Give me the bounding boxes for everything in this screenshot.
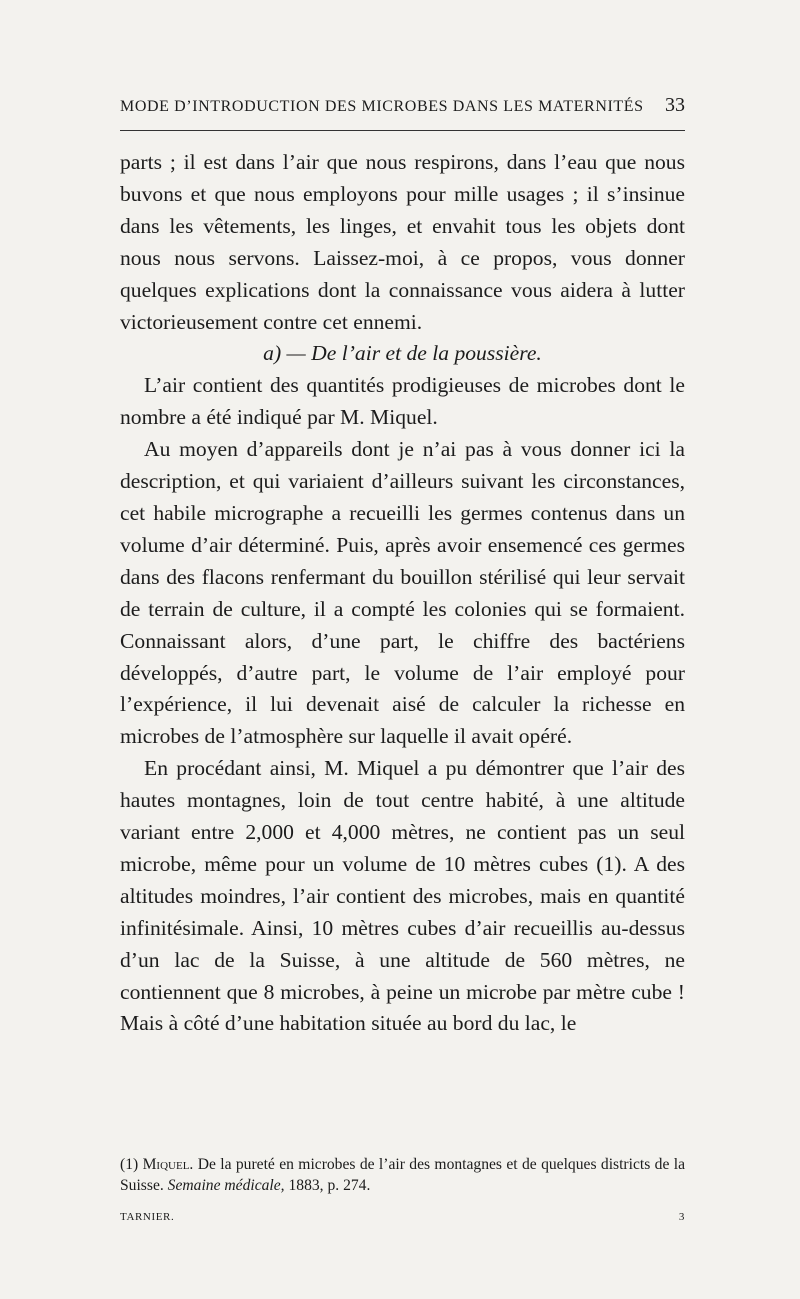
footnote-text: De la pureté en microbes de l’air des montagnes et de quelques districts de la Suisse. bbox=[120, 1156, 685, 1194]
paragraph-3: Au moyen d’appareils dont je n’ai pas à vous donner ici la description, et qui variaient d’ailleurs suivant les circonstances, cet habile micrographe a recueilli les germes contenus dans un volume d’air déterminé. Puis, après avoir ensemencé ces germes dans des flacons renfermant du bouillon stérilisé qui leur servait de terrain de culture, il a compté les colonies qui se formaient. Connaissant alors, d’une part, le chiffre des bactériens développés, d’autre part, le volume de l’air employé pour l’expérience, il lui devenait aisé de calculer la richesse en microbes de l’atmosphère sur laquelle il avait opéré. bbox=[120, 437, 685, 749]
section-heading: a) — De l’air et de la poussière. bbox=[263, 341, 542, 366]
footnote-marker: (1) bbox=[120, 1156, 143, 1173]
signature-line bbox=[120, 1211, 685, 1223]
footnote-citation: 1883, p. 274. bbox=[284, 1177, 371, 1194]
running-head bbox=[120, 94, 685, 117]
footnote bbox=[120, 1154, 685, 1196]
page-number: 33 bbox=[665, 94, 685, 116]
footnote-journal: Semaine médicale, bbox=[167, 1177, 285, 1194]
header-rule bbox=[120, 130, 685, 131]
paragraph-1: parts ; il est dans l’air que nous respirons, dans l’eau que nous buvons et que nous employons pour mille usages ; il s’insinue dans les vêtements, les linges, et envahit tous les objets dont nous nous servons. Laissez-moi, à ce propos, vous donner quelques explications dont la connaissance vous aidera à lutter victorieusement contre cet ennemi. bbox=[120, 150, 685, 334]
paragraph-4: En procédant ainsi, M. Miquel a pu démontrer que l’air des hautes montagnes, loin de tout centre habité, à une altitude variant entre 2,000 et 4,000 mètres, ne contient pas un seul microbe, même pour un volume de 10 mètres cubes (1). A des altitudes moindres, l’air contient des microbes, mais en quantité infinitésimale. Ainsi, 10 mètres cubes d’air recueillis au-dessus d’un lac de la Suisse, à une altitude de 560 mètres, ne contiennent que 8 microbes, à peine un microbe par mètre cube ! Mais à côté d’une habitation située au bord du lac, le bbox=[120, 756, 685, 1036]
signature-author: TARNIER. bbox=[120, 1211, 175, 1223]
running-title: MODE D’INTRODUCTION DES MICROBES DANS LES MATERNITÉS bbox=[120, 98, 644, 115]
signature-sheet-number: 3 bbox=[678, 1211, 685, 1223]
paragraph-2: L’air contient des quantités prodigieuses de microbes dont le nombre a été indiqué par M. Miquel. bbox=[120, 373, 685, 430]
footnote-author: Miquel. bbox=[142, 1156, 194, 1173]
body-text bbox=[120, 147, 685, 1040]
